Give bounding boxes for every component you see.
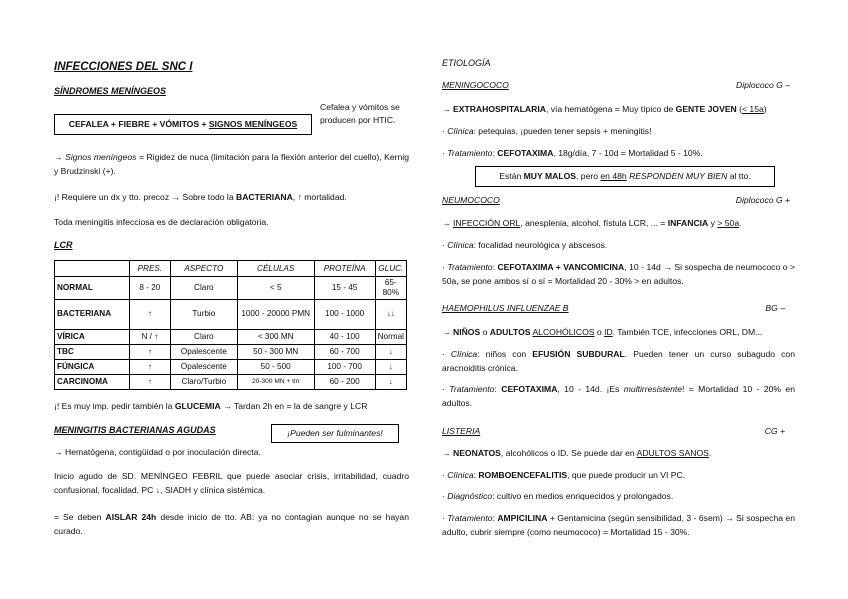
- lcr-heading: LCR: [54, 240, 73, 250]
- haemophilus-name: HAEMOPHILUS INFLUENZAE B: [442, 303, 569, 313]
- table-header-cell: CÉLULAS: [237, 261, 314, 277]
- table-cell: 50 - 500: [237, 359, 314, 374]
- haemophilus-clinica: · Clínica: niños con EFUSIÓN SUBDURAL. Pueden tener un curso subagudo con aracnoiditis crónica.: [442, 349, 795, 373]
- meningococo-header: [442, 80, 795, 90]
- listeria-type: CG +: [764, 426, 785, 436]
- table-cell: < 5: [237, 277, 314, 300]
- table-row: [55, 374, 407, 389]
- table-cell: FÚNGICA: [55, 359, 130, 374]
- meningococo-line1: → EXTRAHOSPITALARIA, vía hematógena = Muy típico de GENTE JOVEN (< 15a): [442, 104, 767, 114]
- haemophilus-tratamiento: · Tratamiento: CEFOTAXIMA, 10 - 14d. ¡Es multirresistente! = Mortalidad 10 - 20% en adultos.: [442, 384, 795, 408]
- table-row: [55, 277, 407, 300]
- listeria-clinica: · Clínica: ROMBOENCEFALITIS, que puede producir un VI PC.: [442, 470, 686, 480]
- table-cell: NORMAL: [55, 277, 130, 300]
- table-row: [55, 329, 407, 344]
- etiologia-heading: ETIOLOGÍA: [442, 58, 491, 68]
- table-cell: Opalescente: [170, 359, 237, 374]
- neumococo-header: [442, 195, 795, 205]
- listeria-line1: → NEONATOS, alcohólicos o ID. Se puede dar en ADULTOS SANOS.: [442, 448, 712, 458]
- table-cell: 1000 - 20000 PMN: [237, 299, 314, 329]
- table-header-cell: PROTEÍNA: [314, 261, 375, 277]
- table-cell: ↑: [129, 374, 170, 389]
- neumococo-tratamiento: · Tratamiento: CEFOTAXIMA + VANCOMICINA, 10 - 14d → Si sospecha de neumococo o > 50a, se pone ambos sí o sí = Mortalidad 20 - 30% > en adultos.: [442, 262, 795, 286]
- meningococo-clinica: · Clínica: petequias, ¡pueden tener sepsis + meningitis!: [442, 126, 652, 136]
- meningococo-type: Diplococo G –: [736, 80, 790, 90]
- meningococo-box: Están MUY MALOS, pero en 48h RESPONDEN MUY BIEN al tto.: [475, 166, 775, 187]
- table-row: [55, 359, 407, 374]
- declaracion-text: Toda meningitis infecciosa es de declaración obligatoria.: [54, 217, 269, 227]
- table-cell: 8 - 20: [129, 277, 170, 300]
- meningitis-heading: MENINGITIS BACTERIANAS AGUDAS: [54, 425, 216, 435]
- table-cell: TBC: [55, 344, 130, 359]
- signos-label: Signos meníngeos: [65, 152, 137, 162]
- triad-signos: SIGNOS MENÍNGEOS: [208, 119, 298, 129]
- table-cell: 100 - 1000: [314, 299, 375, 329]
- table-cell: ↓: [375, 359, 406, 374]
- fulminantes-box: ¡Pueden ser fulminantes!: [271, 424, 399, 443]
- sindromes-heading: SÍNDROMES MENÍNGEOS: [54, 86, 167, 96]
- triad-box: [54, 114, 312, 135]
- hematogena-text: → Hematógena, contigüidad o por inoculación directa.: [54, 447, 261, 457]
- haemophilus-line1: → NIÑOS o ADULTOS ALCOHÓLICOS o ID. También TCE, infecciones ORL, DM...: [442, 327, 763, 337]
- table-header-cell: PRES.: [129, 261, 170, 277]
- table-cell: ↓: [375, 344, 406, 359]
- haemophilus-type: BG –: [765, 303, 785, 313]
- listeria-diagnostico: · Diagnóstico: cultivo en medios enriquecidos y prolongados.: [442, 491, 674, 501]
- table-header-row: [55, 261, 407, 277]
- table-cell: VÍRICA: [55, 329, 130, 344]
- table-header-cell: GLUC.: [375, 261, 406, 277]
- neumococo-line1: → INFECCIÓN ORL, anesplenia, alcohol, fístula LCR, ... = INFANCIA y > 50a.: [442, 218, 742, 228]
- table-row: [55, 299, 407, 329]
- table-cell: 60 - 700: [314, 344, 375, 359]
- table-cell: ↓↓: [375, 299, 406, 329]
- table-cell: ↑: [129, 344, 170, 359]
- neumococo-type: Diplococo G +: [735, 195, 790, 205]
- glucemia-paragraph: ¡! Es muy imp. pedir también la GLUCEMIA → Tardan 2h en = la de sangre y LCR: [54, 401, 368, 411]
- lcr-table: [54, 260, 407, 390]
- table-header-cell: ASPECTO: [170, 261, 237, 277]
- haemophilus-header: [442, 303, 795, 313]
- neumococo-clinica: · Clínica: focalidad neurológica y abscesos.: [442, 240, 608, 250]
- table-cell: Claro: [170, 277, 237, 300]
- listeria-tratamiento: · Tratamiento: AMPICILINA + Gentamicina (según sensibilidad, 3 - 6sem) → Si sospecha en adulto, cubrir siempre (como neumococo) = Mortalidad 15 - 30%.: [442, 513, 795, 537]
- requiere-paragraph: ¡! Requiere un dx y tto. precoz → Sobre todo la BACTERIANA, ↑ mortalidad.: [54, 192, 347, 202]
- table-cell: ↑: [129, 299, 170, 329]
- table-cell: 20-300 MN + tm: [237, 374, 314, 389]
- table-cell: < 300 MN: [237, 329, 314, 344]
- page-title: INFECCIONES DEL SNC I: [54, 61, 193, 73]
- triad-text: CEFALEA + FIEBRE + VÓMITOS +: [68, 119, 207, 129]
- listeria-name: LISTERIA: [442, 426, 481, 436]
- table-row: [55, 344, 407, 359]
- table-cell: ↑: [129, 359, 170, 374]
- meningococo-tratamiento: · Tratamiento: CEFOTAXIMA, 18g/día, 7 - 10d = Mortalidad 5 - 10%.: [442, 148, 703, 158]
- table-cell: Turbio: [170, 299, 237, 329]
- table-cell: N / ↑: [129, 329, 170, 344]
- table-cell: 100 - 700: [314, 359, 375, 374]
- table-cell: 50 - 300 MN: [237, 344, 314, 359]
- table-cell: ↓: [375, 374, 406, 389]
- table-cell: Opalescente: [170, 344, 237, 359]
- table-header-cell: [55, 261, 130, 277]
- side-note: Cefalea y vómitos se producen por HTIC.: [320, 102, 400, 126]
- listeria-header: [442, 426, 795, 436]
- table-cell: 65-80%: [375, 277, 406, 300]
- meningococo-name: MENINGOCOCO: [442, 80, 509, 90]
- aislar-paragraph: = Se deben AISLAR 24h desde inicio de tto. AB: ya no contagian aunque no se hayan curado.: [54, 512, 409, 536]
- table-cell: CARCINOMA: [55, 374, 130, 389]
- inicio-paragraph: Inicio agudo de SD. MENÍNGEO FEBRIL que puede asociar crisis, irritabilidad, cuadro confusional, focalidad, PC ↓, SIADH y clínica sistémica.: [54, 471, 409, 495]
- table-cell: Claro/Turbio: [170, 374, 237, 389]
- neumococo-name: NEUMOCOCO: [442, 195, 500, 205]
- table-cell: 40 - 100: [314, 329, 375, 344]
- table-cell: 15 - 45: [314, 277, 375, 300]
- signos-paragraph: → Signos meníngeos = Rigidez de nuca (limitación para la flexión anterior del cuello), Kernig y Brudzinski (+).: [54, 152, 409, 176]
- table-cell: BACTERIANA: [55, 299, 130, 329]
- table-cell: Claro: [170, 329, 237, 344]
- table-cell: 60 - 200: [314, 374, 375, 389]
- table-cell: Normal: [375, 329, 406, 344]
